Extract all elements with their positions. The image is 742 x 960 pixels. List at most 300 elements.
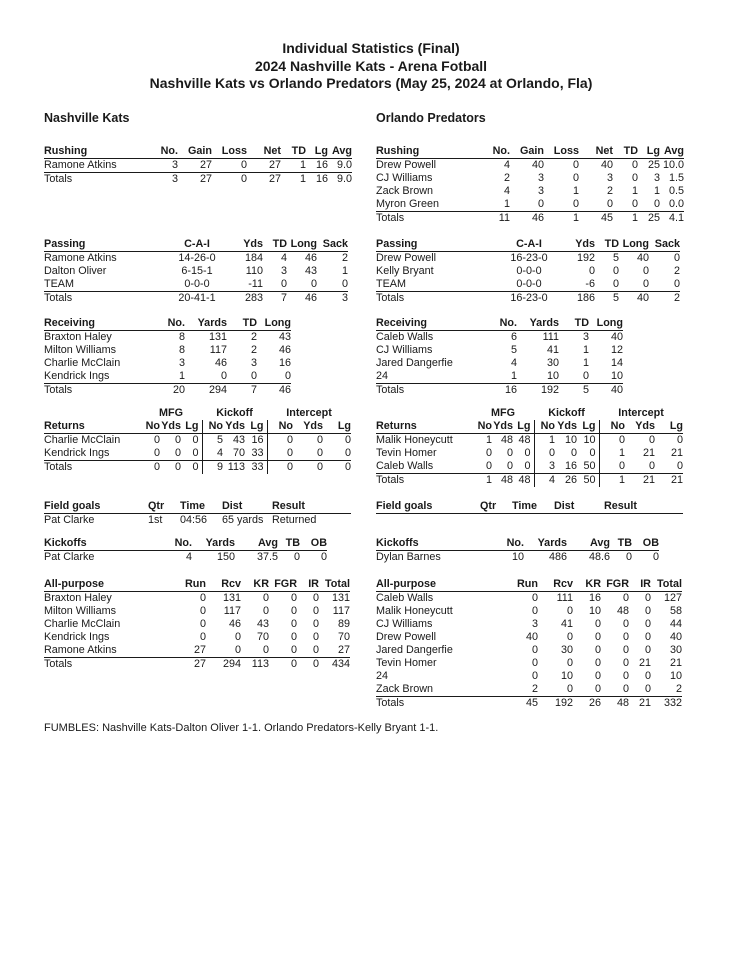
column-header: No — [140, 420, 160, 434]
stat-cell: 1st — [148, 514, 163, 526]
stat-cell: 20-41-1 — [178, 292, 216, 304]
column-header: Run — [154, 578, 206, 592]
totals-label: Totals — [376, 292, 405, 304]
stat-cell: 43 — [278, 331, 291, 343]
stat-cell: 0 — [588, 265, 595, 277]
stat-cell: 9.0 — [336, 173, 352, 185]
column-header: Passing — [376, 238, 486, 252]
stat-cell: 0 — [199, 618, 206, 630]
stat-cell: 0 — [174, 434, 181, 446]
stat-cell: 0 — [293, 551, 300, 563]
header-row — [44, 420, 351, 434]
stat-cell: 0 — [290, 592, 297, 604]
stat-cell: 12 — [610, 344, 623, 356]
stat-cell: 283 — [244, 292, 263, 304]
stat-cell: 131 — [331, 592, 350, 604]
stat-cell: 46 — [214, 357, 227, 369]
column-header: Rushing — [44, 145, 148, 159]
stat-cell: 0 — [212, 159, 247, 173]
stat-cell: 0 — [622, 631, 629, 643]
stat-cell: 111 — [556, 592, 573, 604]
stat-cell: 1 — [582, 344, 589, 356]
totals-label: Totals — [376, 384, 405, 396]
stat-cell: 40 — [636, 252, 649, 264]
header-row — [376, 317, 623, 331]
stat-cell: 16 — [245, 434, 267, 448]
column-header: Lg — [306, 145, 328, 159]
receiving-section — [44, 317, 291, 397]
rushing-section — [44, 145, 352, 186]
stat-cell: 0 — [629, 683, 651, 697]
table-row — [44, 159, 352, 173]
column-header: Field goals — [376, 500, 480, 514]
stat-cell: 2 — [673, 265, 680, 277]
stat-cell: 5 — [582, 384, 589, 396]
table-row — [44, 605, 350, 618]
table-row — [376, 618, 682, 631]
stat-cell: 0 — [531, 644, 538, 656]
column-header: FGR — [269, 578, 297, 592]
stat-cell: 3 — [537, 185, 544, 197]
header-row — [44, 578, 350, 592]
kickoffs-section — [44, 537, 327, 564]
stat-cell: 0 — [181, 447, 202, 461]
stat-cell: 0 — [290, 631, 297, 643]
stat-cell: 9 — [216, 461, 223, 473]
stat-cell: 1 — [548, 434, 555, 446]
stat-cell: 26 — [564, 474, 577, 486]
stat-cell: 46 — [228, 618, 241, 630]
totals-row — [44, 384, 291, 398]
stat-cell: 14-26-0 — [178, 252, 216, 264]
totals-row — [376, 212, 684, 226]
stat-cell: 0 — [570, 447, 577, 459]
stat-cell: 0 — [548, 447, 555, 459]
receiving-section — [376, 317, 623, 397]
stat-cell: 21 — [643, 474, 656, 486]
column-header: Yards — [185, 317, 227, 331]
column-header: Yds — [493, 420, 513, 432]
stat-cell: 16 — [588, 592, 601, 604]
stat-cell: 27 — [319, 644, 350, 658]
header-row — [44, 537, 327, 551]
stat-cell: 48 — [616, 605, 629, 617]
column-header: Rcv — [206, 578, 241, 592]
column-header: Run — [486, 578, 538, 592]
column-header: Gain — [510, 145, 544, 159]
totals-row — [44, 292, 348, 306]
totals-label: Totals — [376, 474, 405, 486]
passing-section — [376, 238, 680, 305]
stat-cell: 0 — [625, 460, 655, 474]
column-header: TD — [263, 238, 287, 252]
stat-cell: 10 — [577, 434, 599, 448]
stat-cell: 2 — [250, 344, 257, 356]
receiving-table — [44, 317, 291, 397]
table-row — [376, 370, 623, 384]
stat-cell: 4.1 — [668, 212, 684, 224]
stat-cell: -6 — [572, 278, 595, 292]
table-row — [376, 357, 623, 370]
all-purpose-table — [376, 578, 682, 710]
stat-cell: 65 yards — [222, 514, 264, 526]
stat-cell: 2 — [673, 292, 680, 304]
stat-cell: 0 — [594, 644, 601, 656]
header-row — [376, 145, 684, 159]
column-header: Yds — [223, 420, 245, 434]
table-row — [44, 252, 348, 266]
stat-cell: 1 — [572, 212, 579, 224]
stat-cell: 10 — [589, 370, 623, 384]
group-header: MFG — [491, 407, 515, 419]
stat-cell: 0 — [644, 618, 651, 630]
player-name: Charlie McClain — [44, 618, 121, 630]
stat-cell: 50 — [577, 474, 599, 488]
stat-cell: 0 — [262, 605, 269, 617]
player-name: Charlie McClain — [44, 357, 121, 369]
returns-group-header-row — [376, 407, 683, 420]
stat-cell: 40 — [525, 631, 538, 643]
column-header: TD — [559, 317, 589, 331]
stat-cell: 117 — [223, 605, 241, 617]
stat-cell: 0 — [227, 370, 257, 384]
player-name: TEAM — [44, 278, 154, 292]
stat-cell: 41 — [560, 618, 573, 630]
stat-cell: 1 — [476, 370, 517, 384]
stat-cell: 27 — [154, 644, 206, 658]
stat-cell: 0 — [317, 434, 324, 446]
stat-cell: 43 — [304, 265, 317, 277]
column-header: Gain — [178, 145, 212, 159]
player-name: Caleb Walls — [376, 460, 472, 474]
stat-cell: 0 — [287, 278, 317, 292]
stat-cell: 0 — [572, 172, 579, 184]
stat-cell: 70 — [223, 447, 245, 461]
stat-cell: 0 — [622, 618, 629, 630]
stat-cell: 111 — [542, 331, 559, 343]
passing-section — [44, 238, 348, 305]
stat-cell: 1 — [631, 212, 638, 224]
title-line-1: Individual Statistics (Final) — [282, 40, 460, 56]
stat-cell: 294 — [222, 658, 241, 670]
fumbles-note: FUMBLES: Nashville Kats-Dalton Oliver 1-1. Orlando Predators-Kelly Bryant 1-1. — [44, 722, 439, 734]
stat-cell: 0 — [531, 605, 538, 617]
stat-cell: 0 — [267, 447, 293, 461]
stat-cell: 50 — [577, 460, 599, 474]
table-row — [44, 331, 291, 345]
column-header: Kickoffs — [376, 537, 480, 551]
stat-cell: 0 — [472, 460, 492, 474]
column-header: All-purpose — [44, 578, 154, 592]
player-name: Zack Brown — [376, 185, 433, 197]
totals-label: Totals — [44, 173, 73, 185]
column-header: TB — [610, 537, 632, 551]
stat-cell: 0 — [644, 644, 651, 656]
column-header: TD — [281, 145, 306, 159]
stat-cell: 294 — [208, 384, 227, 396]
all-purpose-table — [44, 578, 350, 671]
stat-cell: 184 — [244, 252, 263, 264]
stat-cell: 0 — [594, 657, 601, 669]
field-goals-table — [376, 500, 683, 514]
column-header: Result — [604, 500, 683, 514]
table-row — [376, 605, 682, 618]
player-name: Tevin Homer — [376, 447, 437, 459]
stat-cell: 0 — [619, 278, 649, 292]
stat-cell: 1 — [480, 198, 510, 212]
kickoffs-table — [376, 537, 659, 564]
totals-row — [44, 461, 351, 475]
stat-cell: 0 — [199, 605, 206, 617]
table-row — [376, 592, 682, 606]
column-header: No — [534, 420, 555, 434]
stat-cell: 3 — [531, 618, 538, 630]
table-row — [44, 370, 291, 384]
column-header: Net — [579, 145, 613, 159]
returns-section — [376, 407, 683, 487]
column-header: All-purpose — [376, 578, 486, 592]
team-name: Nashville Kats — [44, 111, 130, 125]
stat-cell: 3 — [250, 357, 257, 369]
team-name: Orlando Predators — [376, 111, 486, 125]
stat-cell: 0 — [345, 461, 352, 473]
player-name: Dalton Oliver — [44, 265, 107, 277]
stat-cell: 0 — [595, 278, 619, 292]
player-name: Ramone Atkins — [44, 159, 148, 173]
passing-table — [376, 238, 680, 305]
stat-cell: 0 — [312, 618, 319, 630]
column-header: C-A-I — [154, 238, 240, 252]
column-header: Qtr — [480, 500, 512, 514]
table-row — [376, 172, 684, 185]
stat-cell: 0 — [492, 460, 513, 474]
stat-cell: 0 — [613, 198, 638, 212]
stat-cell: 0 — [181, 434, 202, 448]
column-header: Time — [512, 500, 554, 514]
stat-cell: 0 — [644, 605, 651, 617]
column-header: Dist — [554, 500, 604, 514]
stat-cell: 4 — [185, 551, 192, 563]
stat-cell: 58 — [669, 605, 682, 617]
column-header: Total — [651, 578, 682, 592]
player-name: CJ Williams — [376, 344, 433, 356]
stat-cell: 89 — [337, 618, 350, 630]
header-row — [376, 578, 682, 592]
field-goals-section — [44, 500, 351, 527]
stat-cell: 4 — [280, 252, 287, 264]
stat-cell: 0 — [290, 658, 297, 670]
header-row — [44, 238, 348, 252]
stat-cell: 1 — [144, 370, 185, 384]
stat-cell: 0.5 — [668, 185, 684, 197]
stat-cell: 332 — [663, 697, 682, 709]
stat-cell: 0 — [531, 657, 538, 669]
stat-cell: 0 — [644, 670, 651, 682]
returns-group-header-row — [44, 407, 351, 420]
stat-cell: 2 — [341, 252, 348, 264]
stat-cell: 0 — [174, 461, 181, 473]
group-header: MFG — [159, 407, 183, 419]
column-header: Long — [589, 317, 623, 331]
stat-cell: 27 — [247, 159, 281, 173]
stat-cell: 0 — [345, 434, 352, 446]
kickoffs-table — [44, 537, 327, 564]
totals-row — [376, 697, 682, 711]
stat-cell: 16 — [278, 357, 291, 369]
column-header: IR — [297, 578, 319, 592]
column-header: Yds — [625, 420, 655, 434]
stat-cell: 0 — [269, 644, 297, 658]
stat-cell: 8 — [178, 344, 185, 356]
stat-cell: 2 — [606, 185, 613, 197]
table-row — [376, 644, 682, 657]
column-header: Receiving — [376, 317, 476, 331]
stat-cell: -11 — [240, 278, 263, 292]
stat-cell: 16 — [315, 173, 328, 185]
column-header: Lg — [245, 420, 267, 434]
stat-cell: 0 — [566, 605, 573, 617]
stat-cell: 0 — [199, 631, 206, 643]
stat-cell: 4 — [503, 185, 510, 197]
stat-cell: 0 — [531, 592, 538, 604]
column-header: KR — [241, 578, 269, 592]
header-row — [376, 500, 683, 514]
returns-table — [44, 407, 351, 474]
column-header: Returns — [376, 420, 472, 434]
stat-cell: 0-0-0 — [154, 278, 240, 292]
player-name: Braxton Haley — [44, 331, 112, 343]
player-name: Kendrick Ings — [44, 631, 110, 643]
table-row — [376, 460, 683, 474]
stat-cell: 0 — [577, 447, 599, 460]
column-header: Lg — [577, 420, 599, 434]
title-line-3: Nashville Kats vs Orlando Predators (May 25, 2024 at Orlando, Fla) — [149, 75, 593, 91]
player-name: Pat Clarke — [44, 514, 95, 526]
totals-label: Totals — [376, 697, 405, 709]
group-header: Intercept — [618, 407, 664, 419]
stat-cell: 1 — [281, 159, 306, 173]
stat-cell: 4 — [510, 357, 517, 369]
stat-cell: 30 — [669, 644, 682, 656]
player-name: Caleb Walls — [376, 592, 434, 604]
column-header: Result — [272, 500, 351, 514]
column-header: Long — [257, 317, 291, 331]
column-header: Field goals — [44, 500, 148, 514]
stat-cell: 0 — [649, 434, 656, 446]
stat-cell: 16-23-0 — [510, 252, 548, 264]
stat-cell: 0 — [566, 657, 573, 669]
stat-cell: 131 — [208, 331, 227, 343]
stat-cell: 1 — [619, 474, 626, 486]
header-row — [44, 500, 351, 514]
report-title — [0, 40, 742, 93]
stat-cell: 21 — [638, 657, 651, 669]
stat-cell: 1 — [485, 474, 492, 486]
stat-cell: 5 — [510, 344, 517, 356]
stat-cell: 0 — [234, 631, 241, 643]
column-header: TB — [278, 537, 300, 551]
stat-cell: 186 — [576, 292, 595, 304]
all-purpose-section — [376, 578, 682, 710]
column-header: No — [472, 420, 492, 434]
stat-cell: 1 — [485, 434, 492, 446]
stat-cell: 30 — [560, 644, 573, 656]
stat-cell: 150 — [216, 551, 235, 563]
stat-cell: 30 — [546, 357, 559, 369]
stat-cell: 127 — [663, 592, 682, 604]
returns-table — [376, 407, 683, 487]
column-header: No — [202, 420, 223, 434]
stat-cell: 117 — [209, 344, 227, 356]
stat-cell: 27 — [193, 658, 206, 670]
stat-cell: 33 — [245, 447, 267, 461]
totals-row — [44, 658, 350, 672]
column-header: No — [599, 420, 625, 434]
group-header: Intercept — [286, 407, 332, 419]
stat-cell: 16 — [504, 384, 517, 396]
player-name: Kelly Bryant — [376, 265, 434, 277]
table-row — [44, 618, 350, 631]
stat-cell: 3 — [280, 265, 287, 277]
player-name: Myron Green — [376, 198, 480, 212]
stat-cell: 3 — [582, 331, 589, 343]
stat-cell: 0 — [262, 592, 269, 604]
table-row — [376, 670, 682, 683]
stat-cell: 45 — [600, 212, 613, 224]
stat-cell: 4 — [503, 159, 510, 171]
totals-row — [44, 173, 352, 187]
stat-cell: 0 — [622, 657, 629, 669]
stat-cell: 0 — [631, 159, 638, 171]
stat-cell: 0 — [510, 198, 544, 212]
column-header: Returns — [44, 420, 140, 434]
rushing-table — [44, 145, 352, 186]
column-header: OB — [632, 537, 659, 551]
player-name: Braxton Haley — [44, 592, 112, 604]
stat-cell: 0 — [673, 252, 680, 264]
column-header: Yds — [555, 420, 577, 434]
totals-label: Totals — [44, 461, 73, 473]
stat-cell: 44 — [669, 618, 682, 630]
column-header: Dist — [222, 500, 272, 514]
table-row — [376, 344, 623, 357]
stat-cell: 3 — [178, 357, 185, 369]
table-row — [376, 252, 680, 266]
passing-table — [44, 238, 348, 305]
player-name: Milton Williams — [44, 344, 116, 356]
column-header: Total — [319, 578, 350, 592]
stat-cell: 0 — [153, 434, 160, 446]
column-header: No. — [480, 537, 524, 551]
player-name: Drew Powell — [376, 252, 436, 264]
stat-cell: 0 — [677, 434, 684, 446]
stat-cell: 0 — [287, 434, 294, 446]
column-header: FGR — [601, 578, 629, 592]
stat-cell: 486 — [548, 551, 567, 563]
table-row — [376, 447, 683, 460]
stat-cell: 0 — [644, 592, 651, 604]
column-header: TD — [595, 238, 619, 252]
stat-cell: 70 — [256, 631, 269, 643]
stat-cell: 1 — [631, 185, 638, 197]
totals-label: Totals — [44, 384, 73, 396]
title-line-2: 2024 Nashville Kats - Arena Fotball — [254, 57, 488, 74]
stat-cell: 46 — [304, 252, 317, 264]
stat-cell: 21 — [643, 447, 656, 459]
totals-label: Totals — [44, 658, 73, 670]
stat-cell: 0 — [312, 658, 319, 670]
group-header: Kickoff — [216, 407, 253, 419]
